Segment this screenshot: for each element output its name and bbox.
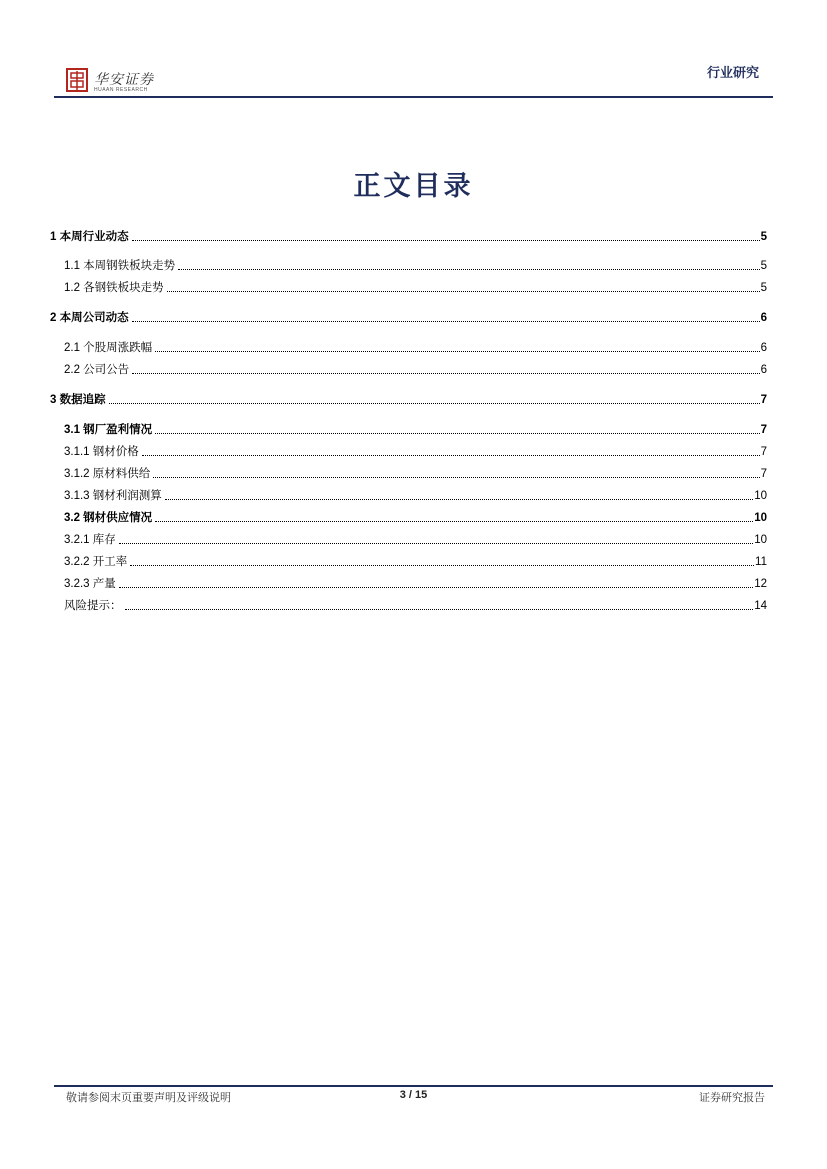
toc-entry-page: 7	[760, 446, 767, 458]
toc-entry-label: 3.2.3 产量	[64, 578, 116, 590]
toc-leader-dots	[119, 586, 753, 588]
toc-entry-page: 5	[760, 231, 767, 243]
toc-entry-page: 7	[760, 424, 767, 436]
toc-entry[interactable]	[64, 255, 767, 273]
toc-entry[interactable]	[64, 463, 767, 481]
toc-leader-dots	[132, 372, 759, 374]
toc-entry-page: 7	[760, 394, 767, 406]
toc-entry-page: 12	[754, 578, 767, 590]
toc-entry-page: 14	[754, 600, 767, 612]
toc-entry-label: 2 本周公司动态	[50, 312, 129, 324]
toc-leader-dots	[155, 520, 753, 522]
toc-entry-label: 3.2.1 库存	[64, 534, 116, 546]
toc-entry[interactable]	[64, 277, 767, 295]
toc-leader-dots	[155, 350, 759, 352]
toc-entry-page: 10	[754, 490, 767, 502]
header-divider	[54, 96, 773, 98]
toc-entry-label: 3.2 钢材供应情况	[64, 512, 153, 524]
toc-entry[interactable]	[64, 551, 767, 569]
toc-entry-label: 3.1.2 原材料供给	[64, 468, 151, 480]
page-number: 3 / 15	[399, 1089, 428, 1101]
toc-entry[interactable]	[50, 389, 767, 407]
logo-english-name: HUAAN RESEARCH	[94, 87, 148, 93]
toc-leader-dots	[153, 476, 759, 478]
toc-entry-page: 5	[760, 282, 767, 294]
toc-entry-label: 1 本周行业动态	[50, 231, 129, 243]
toc-entry[interactable]	[64, 485, 767, 503]
footer-report-label: 证券研究报告	[699, 1092, 765, 1104]
toc-leader-dots	[165, 498, 753, 500]
page-header	[0, 0, 827, 110]
toc-leader-dots	[119, 542, 753, 544]
toc-entry[interactable]	[64, 507, 767, 525]
toc-leader-dots	[155, 432, 759, 434]
toc-entry[interactable]	[64, 419, 767, 437]
logo-chinese-name: 华安证券	[94, 72, 154, 88]
toc-entry-label: 1.1 本周钢铁板块走势	[64, 260, 176, 272]
toc-leader-dots	[125, 608, 754, 610]
toc-entry[interactable]	[64, 529, 767, 547]
toc-entry[interactable]	[64, 337, 767, 355]
toc-entry-page: 6	[760, 364, 767, 376]
toc-entry[interactable]	[64, 441, 767, 459]
toc-entry-page: 6	[760, 342, 767, 354]
toc-entry-label: 3.1 钢厂盈利情况	[64, 424, 153, 436]
report-type-label: 行业研究	[706, 65, 759, 80]
toc-entry-page: 10	[754, 534, 767, 546]
toc-entry[interactable]	[64, 573, 767, 591]
logo-mark-icon	[66, 68, 88, 92]
toc-entry[interactable]	[50, 307, 767, 325]
toc-leader-dots	[132, 320, 760, 322]
toc-leader-dots	[109, 402, 760, 404]
toc-entry-label: 3 数据追踪	[50, 394, 106, 406]
toc-entry-page: 10	[754, 512, 767, 524]
footer-disclaimer: 敬请参阅末页重要声明及评级说明	[66, 1092, 231, 1104]
toc-entry-label: 1.2 各钢铁板块走势	[64, 282, 164, 294]
toc-entry-label: 2.2 公司公告	[64, 364, 130, 376]
toc-entry-page: 6	[760, 312, 767, 324]
toc-leader-dots	[132, 239, 760, 241]
toc-entry[interactable]	[64, 359, 767, 377]
toc-entry-page: 7	[760, 468, 767, 480]
toc-entry[interactable]	[50, 226, 767, 244]
toc-entry-page: 11	[755, 556, 767, 568]
toc-entry-label: 2.1 个股周涨跌幅	[64, 342, 153, 354]
toc-entry-label: 风险提示：	[64, 600, 122, 612]
toc-entry[interactable]	[64, 595, 767, 613]
toc-leader-dots	[178, 268, 759, 270]
toc-leader-dots	[130, 564, 754, 566]
toc-entry-label: 3.1.3 钢材利润测算	[64, 490, 162, 502]
footer-divider	[54, 1085, 773, 1087]
toc-leader-dots	[142, 454, 760, 456]
toc-leader-dots	[167, 290, 760, 292]
toc-entry-label: 3.2.2 开工率	[64, 556, 128, 568]
toc-entry-label: 3.1.1 钢材价格	[64, 446, 139, 458]
company-logo	[66, 68, 176, 98]
toc-entry-page: 5	[760, 260, 767, 272]
page-title: 正文目录	[353, 171, 474, 201]
